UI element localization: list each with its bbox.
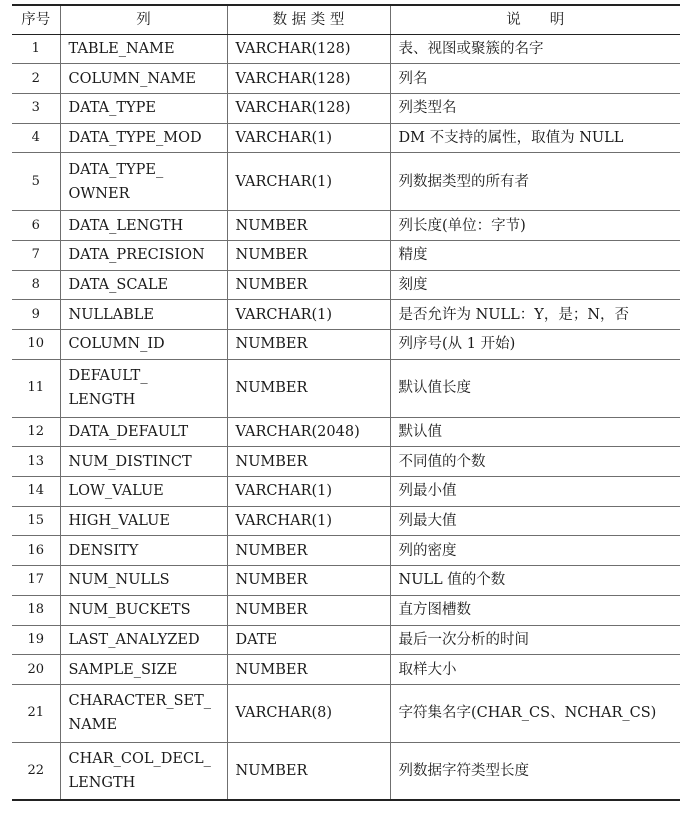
document	[12, 4, 680, 801]
row-number: 6	[12, 211, 60, 241]
row-description: DM 不支持的属性，取值为 NULL	[390, 123, 680, 153]
table-row	[12, 64, 680, 94]
row-number: 16	[12, 536, 60, 566]
row-data-type: NUMBER	[227, 742, 390, 800]
row-description: 字符集名字(CHAR_CS、NCHAR_CS)	[390, 684, 680, 742]
row-data-type: NUMBER	[227, 240, 390, 270]
row-data-type: NUMBER	[227, 211, 390, 241]
row-column-name: DATA_TYPE_MOD	[60, 123, 227, 153]
row-column-name: DENSITY	[60, 536, 227, 566]
row-data-type: NUMBER	[227, 655, 390, 685]
row-number: 21	[12, 684, 60, 742]
row-description: 列数据类型的所有者	[390, 153, 680, 211]
table-row	[12, 477, 680, 507]
row-description: 默认值	[390, 417, 680, 447]
row-column-name: LAST_ANALYZED	[60, 625, 227, 655]
row-data-type: NUMBER	[227, 447, 390, 477]
column-info-table	[12, 4, 680, 801]
row-number: 17	[12, 566, 60, 596]
row-column-name: COLUMN_ID	[60, 330, 227, 360]
row-number: 7	[12, 240, 60, 270]
row-column-name: DEFAULT_ LENGTH	[60, 359, 227, 417]
row-number: 3	[12, 93, 60, 123]
row-number: 10	[12, 330, 60, 360]
row-data-type: VARCHAR(1)	[227, 477, 390, 507]
table-row	[12, 566, 680, 596]
table-row	[12, 240, 680, 270]
row-description: 表、视图或聚簇的名字	[390, 34, 680, 64]
row-number: 9	[12, 300, 60, 330]
header-desc: 说 明	[390, 5, 680, 34]
row-description: 精度	[390, 240, 680, 270]
table-row	[12, 417, 680, 447]
row-description: NULL 值的个数	[390, 566, 680, 596]
row-data-type: DATE	[227, 625, 390, 655]
row-data-type: VARCHAR(128)	[227, 64, 390, 94]
table-body	[12, 34, 680, 800]
row-description: 默认值长度	[390, 359, 680, 417]
row-column-name: COLUMN_NAME	[60, 64, 227, 94]
table-row	[12, 359, 680, 417]
table-row	[12, 447, 680, 477]
row-number: 11	[12, 359, 60, 417]
table-row	[12, 270, 680, 300]
row-data-type: NUMBER	[227, 359, 390, 417]
row-number: 14	[12, 477, 60, 507]
row-number: 4	[12, 123, 60, 153]
row-column-name: SAMPLE_SIZE	[60, 655, 227, 685]
table-header-row	[12, 5, 680, 34]
header-column: 列	[60, 5, 227, 34]
row-column-name: CHAR_COL_DECL_ LENGTH	[60, 742, 227, 800]
table-row	[12, 300, 680, 330]
header-no: 序号	[12, 5, 60, 34]
table-row	[12, 211, 680, 241]
table-row	[12, 123, 680, 153]
row-description: 直方图槽数	[390, 595, 680, 625]
row-column-name: CHARACTER_SET_ NAME	[60, 684, 227, 742]
row-column-name: TABLE_NAME	[60, 34, 227, 64]
row-data-type: VARCHAR(1)	[227, 506, 390, 536]
row-column-name: DATA_PRECISION	[60, 240, 227, 270]
row-number: 5	[12, 153, 60, 211]
row-number: 20	[12, 655, 60, 685]
row-column-name: NUM_DISTINCT	[60, 447, 227, 477]
row-description: 列长度(单位：字节)	[390, 211, 680, 241]
row-column-name: LOW_VALUE	[60, 477, 227, 507]
row-number: 2	[12, 64, 60, 94]
row-description: 列序号(从 1 开始)	[390, 330, 680, 360]
row-column-name: NUM_BUCKETS	[60, 595, 227, 625]
row-data-type: VARCHAR(128)	[227, 34, 390, 64]
row-number: 19	[12, 625, 60, 655]
table-row	[12, 34, 680, 64]
row-number: 13	[12, 447, 60, 477]
table-row	[12, 153, 680, 211]
header-type: 数 据 类 型	[227, 5, 390, 34]
row-column-name: NUM_NULLS	[60, 566, 227, 596]
row-data-type: NUMBER	[227, 536, 390, 566]
row-data-type: VARCHAR(2048)	[227, 417, 390, 447]
row-description: 最后一次分析的时间	[390, 625, 680, 655]
table-row	[12, 330, 680, 360]
row-column-name: DATA_SCALE	[60, 270, 227, 300]
row-number: 15	[12, 506, 60, 536]
row-data-type: NUMBER	[227, 595, 390, 625]
row-column-name: DATA_TYPE	[60, 93, 227, 123]
row-data-type: NUMBER	[227, 330, 390, 360]
row-column-name: DATA_TYPE_ OWNER	[60, 153, 227, 211]
row-description: 不同值的个数	[390, 447, 680, 477]
row-description: 是否允许为 NULL：Y，是；N，否	[390, 300, 680, 330]
row-data-type: VARCHAR(8)	[227, 684, 390, 742]
row-data-type: VARCHAR(1)	[227, 300, 390, 330]
row-column-name: NULLABLE	[60, 300, 227, 330]
row-data-type: NUMBER	[227, 270, 390, 300]
table-row	[12, 655, 680, 685]
row-data-type: VARCHAR(128)	[227, 93, 390, 123]
row-column-name: DATA_DEFAULT	[60, 417, 227, 447]
row-number: 12	[12, 417, 60, 447]
table-row	[12, 93, 680, 123]
row-data-type: VARCHAR(1)	[227, 123, 390, 153]
table-row	[12, 506, 680, 536]
row-description: 列数据字符类型长度	[390, 742, 680, 800]
row-data-type: VARCHAR(1)	[227, 153, 390, 211]
row-data-type: NUMBER	[227, 566, 390, 596]
row-description: 取样大小	[390, 655, 680, 685]
row-column-name: DATA_LENGTH	[60, 211, 227, 241]
row-number: 18	[12, 595, 60, 625]
row-description: 列最大值	[390, 506, 680, 536]
table-row	[12, 742, 680, 800]
row-description: 列的密度	[390, 536, 680, 566]
row-description: 刻度	[390, 270, 680, 300]
table-row	[12, 595, 680, 625]
row-column-name: HIGH_VALUE	[60, 506, 227, 536]
table-row	[12, 684, 680, 742]
row-description: 列类型名	[390, 93, 680, 123]
table-row	[12, 536, 680, 566]
row-number: 1	[12, 34, 60, 64]
row-number: 22	[12, 742, 60, 800]
table-row	[12, 625, 680, 655]
row-number: 8	[12, 270, 60, 300]
row-description: 列最小值	[390, 477, 680, 507]
row-description: 列名	[390, 64, 680, 94]
